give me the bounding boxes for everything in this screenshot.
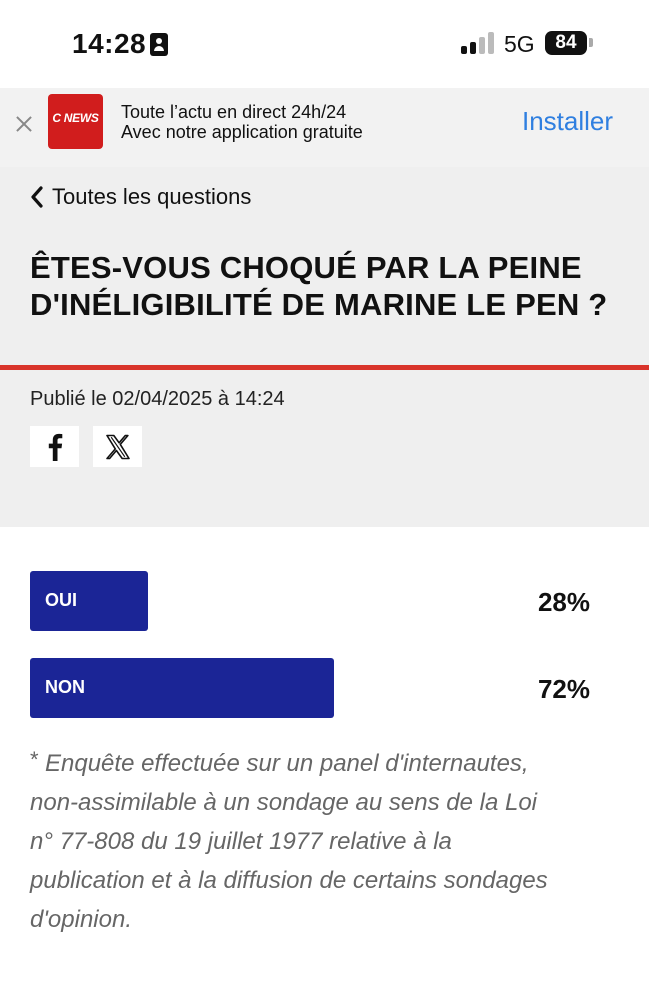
- poll-percent: 72%: [537, 674, 590, 704]
- app-install-banner: [0, 88, 649, 167]
- banner-subline: Avec notre application gratuite: [121, 122, 363, 142]
- poll-option-oui: [30, 571, 620, 631]
- chevron-left-icon: [30, 186, 44, 208]
- share-x-button[interactable]: [93, 426, 142, 467]
- article-header: [0, 167, 649, 527]
- publish-date: Publié le 02/04/2025 à 14:24: [30, 388, 285, 410]
- contact-card-icon: [150, 33, 168, 56]
- network-type: 5G: [504, 31, 535, 57]
- install-button[interactable]: Installer: [522, 106, 614, 136]
- back-link[interactable]: [30, 183, 251, 211]
- x-icon: [105, 434, 131, 460]
- poll-disclaimer: [30, 744, 550, 939]
- poll-bar-non: [30, 658, 334, 718]
- status-time: 14:28: [72, 28, 147, 59]
- battery-tip: [589, 38, 593, 47]
- banner-headline: Toute l’actu en direct 24h/24: [121, 102, 347, 122]
- cellular-signal-icon: [461, 32, 495, 54]
- battery-icon: [545, 31, 587, 55]
- poll-option-label: OUI: [45, 590, 78, 610]
- poll-option-non: [30, 658, 620, 718]
- app-logo-text: C NEWS: [52, 111, 99, 125]
- status-bar: [0, 0, 649, 88]
- disclaimer-mark: *: [30, 747, 39, 772]
- app-logo: [48, 94, 103, 149]
- poll-bar-oui: [30, 571, 148, 631]
- share-facebook-button[interactable]: [30, 426, 79, 467]
- back-link-label: Toutes les questions: [52, 184, 252, 209]
- close-icon[interactable]: [14, 114, 34, 134]
- facebook-icon: [47, 433, 63, 461]
- title-divider: [0, 365, 649, 370]
- battery-level: 84: [555, 32, 577, 53]
- poll-percent: 28%: [537, 587, 590, 617]
- page-title: ÊTES-VOUS CHOQUÉ PAR LA PEINE D'INÉLIGIBILITÉ DE MARINE LE PEN ?: [30, 250, 608, 322]
- poll-option-label: NON: [45, 677, 85, 697]
- disclaimer-text: Enquête effectuée sur un panel d'internautes, non-assimilable à un sondage au sens de la Loi n° 77-808 du 19 juillet 1977 relative à la publication et à la diffusion de certains sondages d'opinion.: [30, 750, 548, 933]
